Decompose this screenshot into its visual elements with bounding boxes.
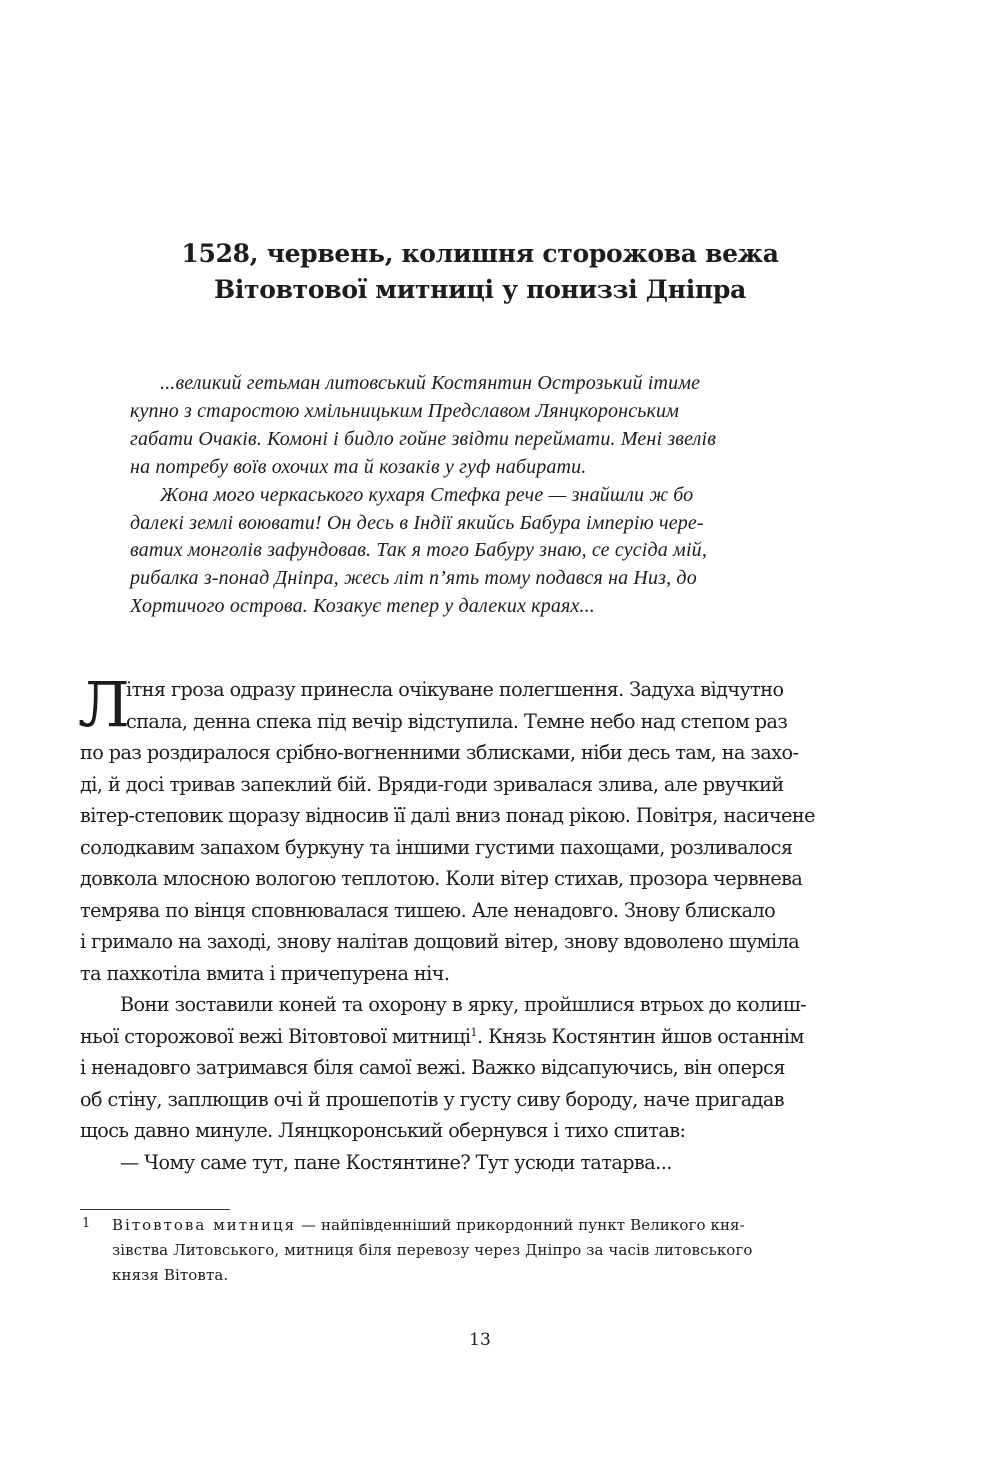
- body-line: Вони зоставили коней та охорону в ярку, пройшлися втрьох до колиш-: [120, 993, 807, 1016]
- body-line: солодкавим запахом буркуну та іншими густими пахощами, розливалося: [80, 835, 793, 859]
- footnote-divider: [80, 1209, 230, 1210]
- body-paragraph-3: [80, 1147, 882, 1179]
- footnote-number: 1: [82, 1216, 91, 1231]
- body-line: і гримало на заході, знову налітав дощовий вітер, знову вдоволено шуміла: [80, 930, 800, 953]
- chapter-title: [80, 236, 880, 308]
- body-line: ді, й досі тривав запеклий бій. Вряди-годи зривалася злива, але рвучкий: [80, 772, 784, 796]
- body-line: та пахкотіла вмита і причепурена ніч.: [80, 961, 450, 985]
- footnote-reference[interactable]: 1: [470, 1025, 477, 1039]
- body-line: спала, денна спека під вечір відступила. Темне небо над степом раз: [126, 709, 788, 733]
- epigraph-line: Жона мого черкаського кухаря Стефка рече — знайшли ж бо: [160, 483, 694, 506]
- body-line: по раз роздиралося срібно-вогненними зблисками, ніби десь там, на захо-: [80, 741, 799, 764]
- body-line-text: ньої сторожової вежі Вітовтової митниці: [80, 1024, 471, 1048]
- epigraph-line: далекі землі воювати! Он десь в Індії якийсь Бабура імперію чере-: [130, 511, 704, 534]
- footnote-line: зівства Литовського, митниця біля перевозу через Дніпро за часів литовського: [112, 1241, 753, 1259]
- epigraph-paragraph-2: [130, 482, 830, 622]
- epigraph-line: ...великий гетьман литовський Костянтин Острозький ітиме: [160, 372, 701, 394]
- drop-cap: Л: [78, 668, 130, 741]
- body-line: об стіну, заплющив очі й прошепотів у густу сиву бороду, наче пригадав: [80, 1087, 784, 1111]
- main-text: [78, 668, 882, 1178]
- chapter-title-line-1: 1528, червень, колишня сторожова вежа: [181, 239, 779, 268]
- epigraph-line: Хортичого острова. Козакує тепер у далеких краях...: [130, 595, 595, 618]
- epigraph-line: ватих монголів зафундовав. Так я того Бабуру знаю, се сусіда мій,: [130, 539, 707, 562]
- body-line: вітер-степовик щоразу відносив її далі вниз понад рікою. Повітря, насичене: [80, 804, 815, 827]
- footnote-line: [112, 1213, 890, 1238]
- body-line-text: . Князь Костянтин йшов останнім: [476, 1024, 804, 1048]
- body-line: ітня гроза одразу принесла очікуване полегшення. Задуха відчутно: [126, 678, 784, 701]
- body-paragraph-2: [80, 989, 882, 1147]
- epigraph-line: купно з старостою хмільницьким Предславом Лянцкоронським: [130, 399, 680, 422]
- epigraph-line: габати Очаків. Комоні і бидло гойне звідти переймати. Мені звелів: [130, 427, 717, 450]
- footnote-text: — найпівденніший прикордонний пункт Великого кня-: [296, 1216, 745, 1234]
- footnote-term: Вітовтова митниця: [112, 1216, 297, 1234]
- body-line: і ненадовго затримався біля самої вежі. Важко відсапуючись, він оперся: [80, 1056, 785, 1079]
- epigraph-paragraph-1: [130, 370, 830, 482]
- body-line: щось давно минуле. Лянцкоронський обернувся і тихо спитав:: [80, 1119, 686, 1142]
- footnote-body: [112, 1213, 890, 1288]
- page-number: 13: [469, 1330, 491, 1350]
- body-paragraph-1: [78, 668, 882, 989]
- epigraph-line: на потребу воїв охочих та й козаків у гуф набирати.: [130, 455, 587, 478]
- epigraph-line: рибалка з-понад Дніпра, жесь літ п’ять тому подався на Низ, до: [130, 567, 697, 590]
- dialogue-line: — Чому саме тут, пане Костянтине? Тут усюди татарва...: [120, 1150, 672, 1174]
- body-line: довкола млосною вологою теплотою. Коли вітер стихав, прозора червнева: [80, 867, 803, 890]
- footnote-line: князя Вітовта.: [112, 1266, 229, 1284]
- chapter-title-line-2: Вітовтової митниці у пониззі Дніпра: [214, 275, 746, 304]
- body-line: [80, 1021, 882, 1053]
- epigraph: [130, 370, 830, 621]
- footnote: [80, 1213, 890, 1288]
- body-line: темрява по вінця сповнювалася тишею. Але ненадовго. Знову блискало: [80, 898, 776, 922]
